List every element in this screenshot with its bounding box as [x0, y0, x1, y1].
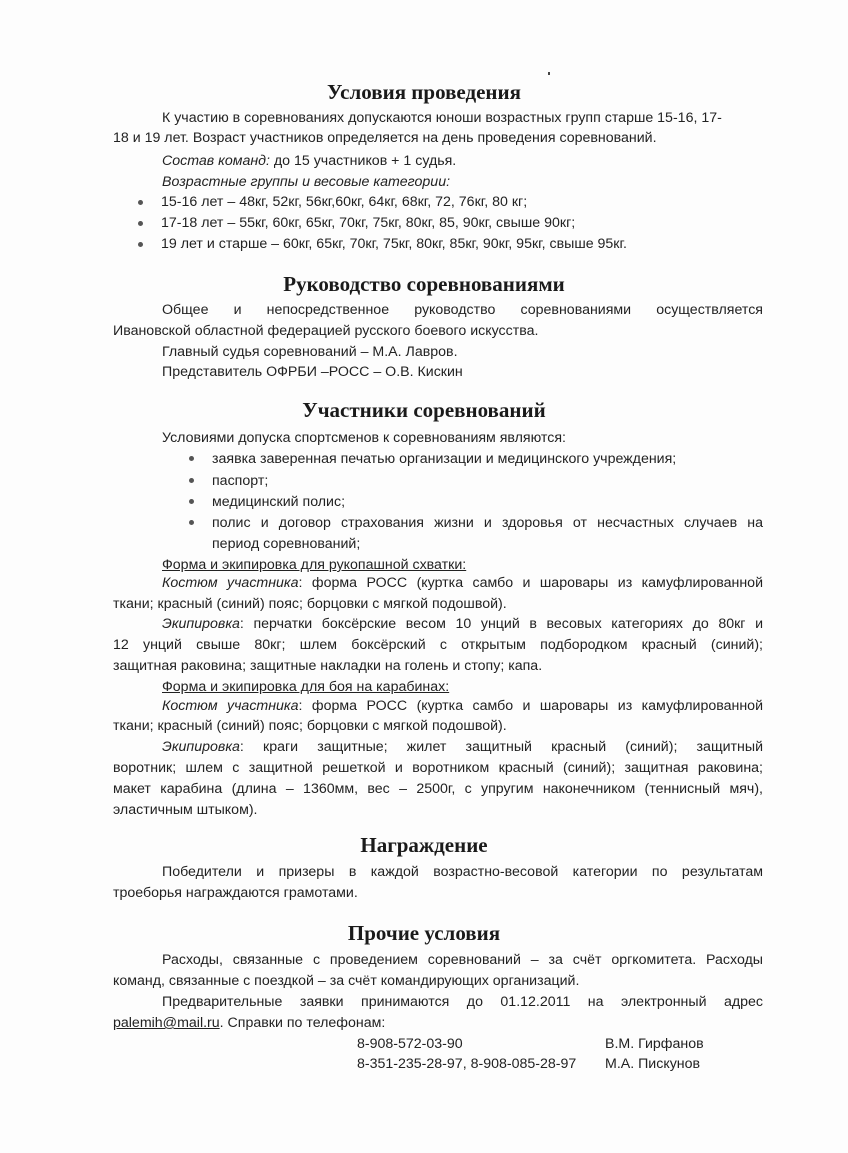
- contact-name-1: В.М. Гирфанов: [605, 1036, 704, 1052]
- hand-equip-text: : перчатки боксёрские весом 10 унций в весовых категориях до 80кг и: [239, 616, 763, 632]
- conditions-paragraph-line-1: К участию в соревнованиях допускаются юноши возрастных групп старше 15-16, 17-: [162, 110, 722, 126]
- carbine-equip-line-2: воротник; шлем с защитной решеткой и воротником красный (синий); защитная раковина;: [113, 760, 763, 776]
- equip-label: Экипировка: [162, 616, 240, 632]
- section-title-participants: Участники соревнований: [302, 398, 546, 422]
- admission-item-3: медицинский полис;: [212, 494, 346, 510]
- suit-label: Костюм участника: [162, 575, 299, 591]
- team-text: до 15 участников + 1 судья.: [269, 153, 457, 169]
- carbine-suit-line-2: ткани; красный (синий) пояс; борцовки с мягкой подошвой).: [113, 718, 507, 734]
- bullet-icon: [189, 456, 194, 461]
- hand-suit-text: : форма РОСС (куртка самбо и шаровары из камуфлированной: [298, 575, 763, 591]
- other-line-2: команд, связанные с поездкой – за счёт командирующих организаций.: [113, 973, 580, 989]
- hand-suit-line-1: [113, 573, 763, 593]
- hand-combat-title: Форма и экипировка для рукопашной схватки:: [162, 557, 467, 573]
- contact-phone-2: 8-351-235-28-97, 8-908-085-28-97: [357, 1056, 577, 1072]
- hand-equip-line-1: [113, 614, 763, 634]
- awards-line-1: Победители и призеры в каждой возрастно-весовой категории по результатам: [162, 864, 763, 880]
- section-title-management: Руководство соревнованиями: [283, 272, 565, 296]
- bullet-icon: [138, 221, 143, 226]
- admission-item-1: заявка заверенная печатью организации и медицинского учреждения;: [212, 451, 677, 467]
- bullet-icon: [138, 242, 143, 247]
- age-group-3: 19 лет и старше – 60кг, 65кг, 70кг, 75кг, 80кг, 85кг, 90кг, 95кг, свыше 95кг.: [161, 236, 627, 252]
- conditions-paragraph-line-2: 18 и 19 лет. Возраст участников определяется на день проведения соревнований.: [113, 130, 657, 146]
- chief-judge: Главный судья соревнований – М.А. Лавров.: [162, 344, 458, 360]
- bullet-icon: [138, 200, 143, 205]
- carbine-equip-line-3: макет карабина (длина – 1360мм, вес – 2500г, с упругим наконечником (теннисный мяч),: [113, 781, 763, 797]
- team-composition: [162, 151, 456, 171]
- section-title-awards: Награждение: [360, 833, 488, 857]
- contact-name-2: М.А. Пискунов: [605, 1056, 701, 1072]
- carbine-title: Форма и экипировка для боя на карабинах:: [162, 679, 450, 695]
- other-line-1: Расходы, связанные с проведением соревнований – за счёт оргкомитета. Расходы: [162, 952, 763, 968]
- section-title-other: Прочие условия: [347, 921, 501, 945]
- age-group-1: 15-16 лет – 48кг, 52кг, 56кг,60кг, 64кг, 68кг, 72, 76кг, 80 кг;: [161, 194, 528, 210]
- contact-phone-1: 8-908-572-03-90: [357, 1036, 463, 1052]
- phones-intro: . Справки по телефонам:: [219, 1015, 386, 1031]
- carbine-equip-text: : краги защитные; жилет защитный красный (синий); защитный: [239, 739, 763, 755]
- management-paragraph-line-1: Общее и непосредственное руководство соревнованиями осуществляется: [162, 302, 763, 318]
- section-title-conditions: Условия проведения: [327, 80, 521, 104]
- admission-item-2: паспорт;: [212, 473, 269, 489]
- bullet-icon: [189, 520, 194, 525]
- carbine-suit-line-1: [113, 696, 763, 716]
- admission-item-4: полис и договор страхования жизни и здоровья от несчастных случаев на: [212, 515, 763, 531]
- age-group-2: 17-18 лет – 55кг, 60кг, 65кг, 70кг, 75кг, 80кг, 85, 90кг, свыше 90кг;: [161, 215, 576, 231]
- scan-speck: [548, 72, 550, 75]
- representative: Представитель ОФРБИ –РОСС – О.В. Кискин: [162, 364, 463, 380]
- equip-label: Экипировка: [162, 739, 240, 755]
- other-line-4: [113, 1013, 385, 1033]
- hand-equip-line-3: защитная раковина; защитные накладки на голень и стопу; капа.: [113, 658, 543, 674]
- hand-equip-line-2: 12 унций свыше 80кг; шлем боксёрский с открытым подбородком красный (синий);: [113, 637, 763, 653]
- suit-label: Костюм участника: [162, 698, 299, 714]
- other-line-3: Предварительные заявки принимаются до 01.12.2011 на электронный адрес: [162, 994, 763, 1010]
- admission-item-4-continued: период соревнований;: [212, 536, 361, 552]
- email-link[interactable]: palemih@mail.ru: [113, 1015, 220, 1031]
- carbine-suit-text: : форма РОСС (куртка самбо и шаровары из камуфлированной: [298, 698, 763, 714]
- hand-suit-line-2: ткани; красный (синий) пояс; борцовки с мягкой подошвой).: [113, 596, 507, 612]
- bullet-icon: [189, 478, 194, 483]
- admission-intro: Условиями допуска спортсменов к соревнованиям являются:: [162, 430, 566, 446]
- management-paragraph-line-2: Ивановской областной федерацией русского боевого искусства.: [113, 323, 539, 339]
- carbine-equip-line-4: эластичным штыком).: [113, 802, 258, 818]
- carbine-equip-line-1: [113, 737, 763, 757]
- groups-label: Возрастные группы и весовые категории:: [162, 174, 451, 190]
- awards-line-2: троеборья награждаются грамотами.: [113, 885, 358, 901]
- bullet-icon: [189, 499, 194, 504]
- team-label: Состав команд:: [162, 153, 270, 169]
